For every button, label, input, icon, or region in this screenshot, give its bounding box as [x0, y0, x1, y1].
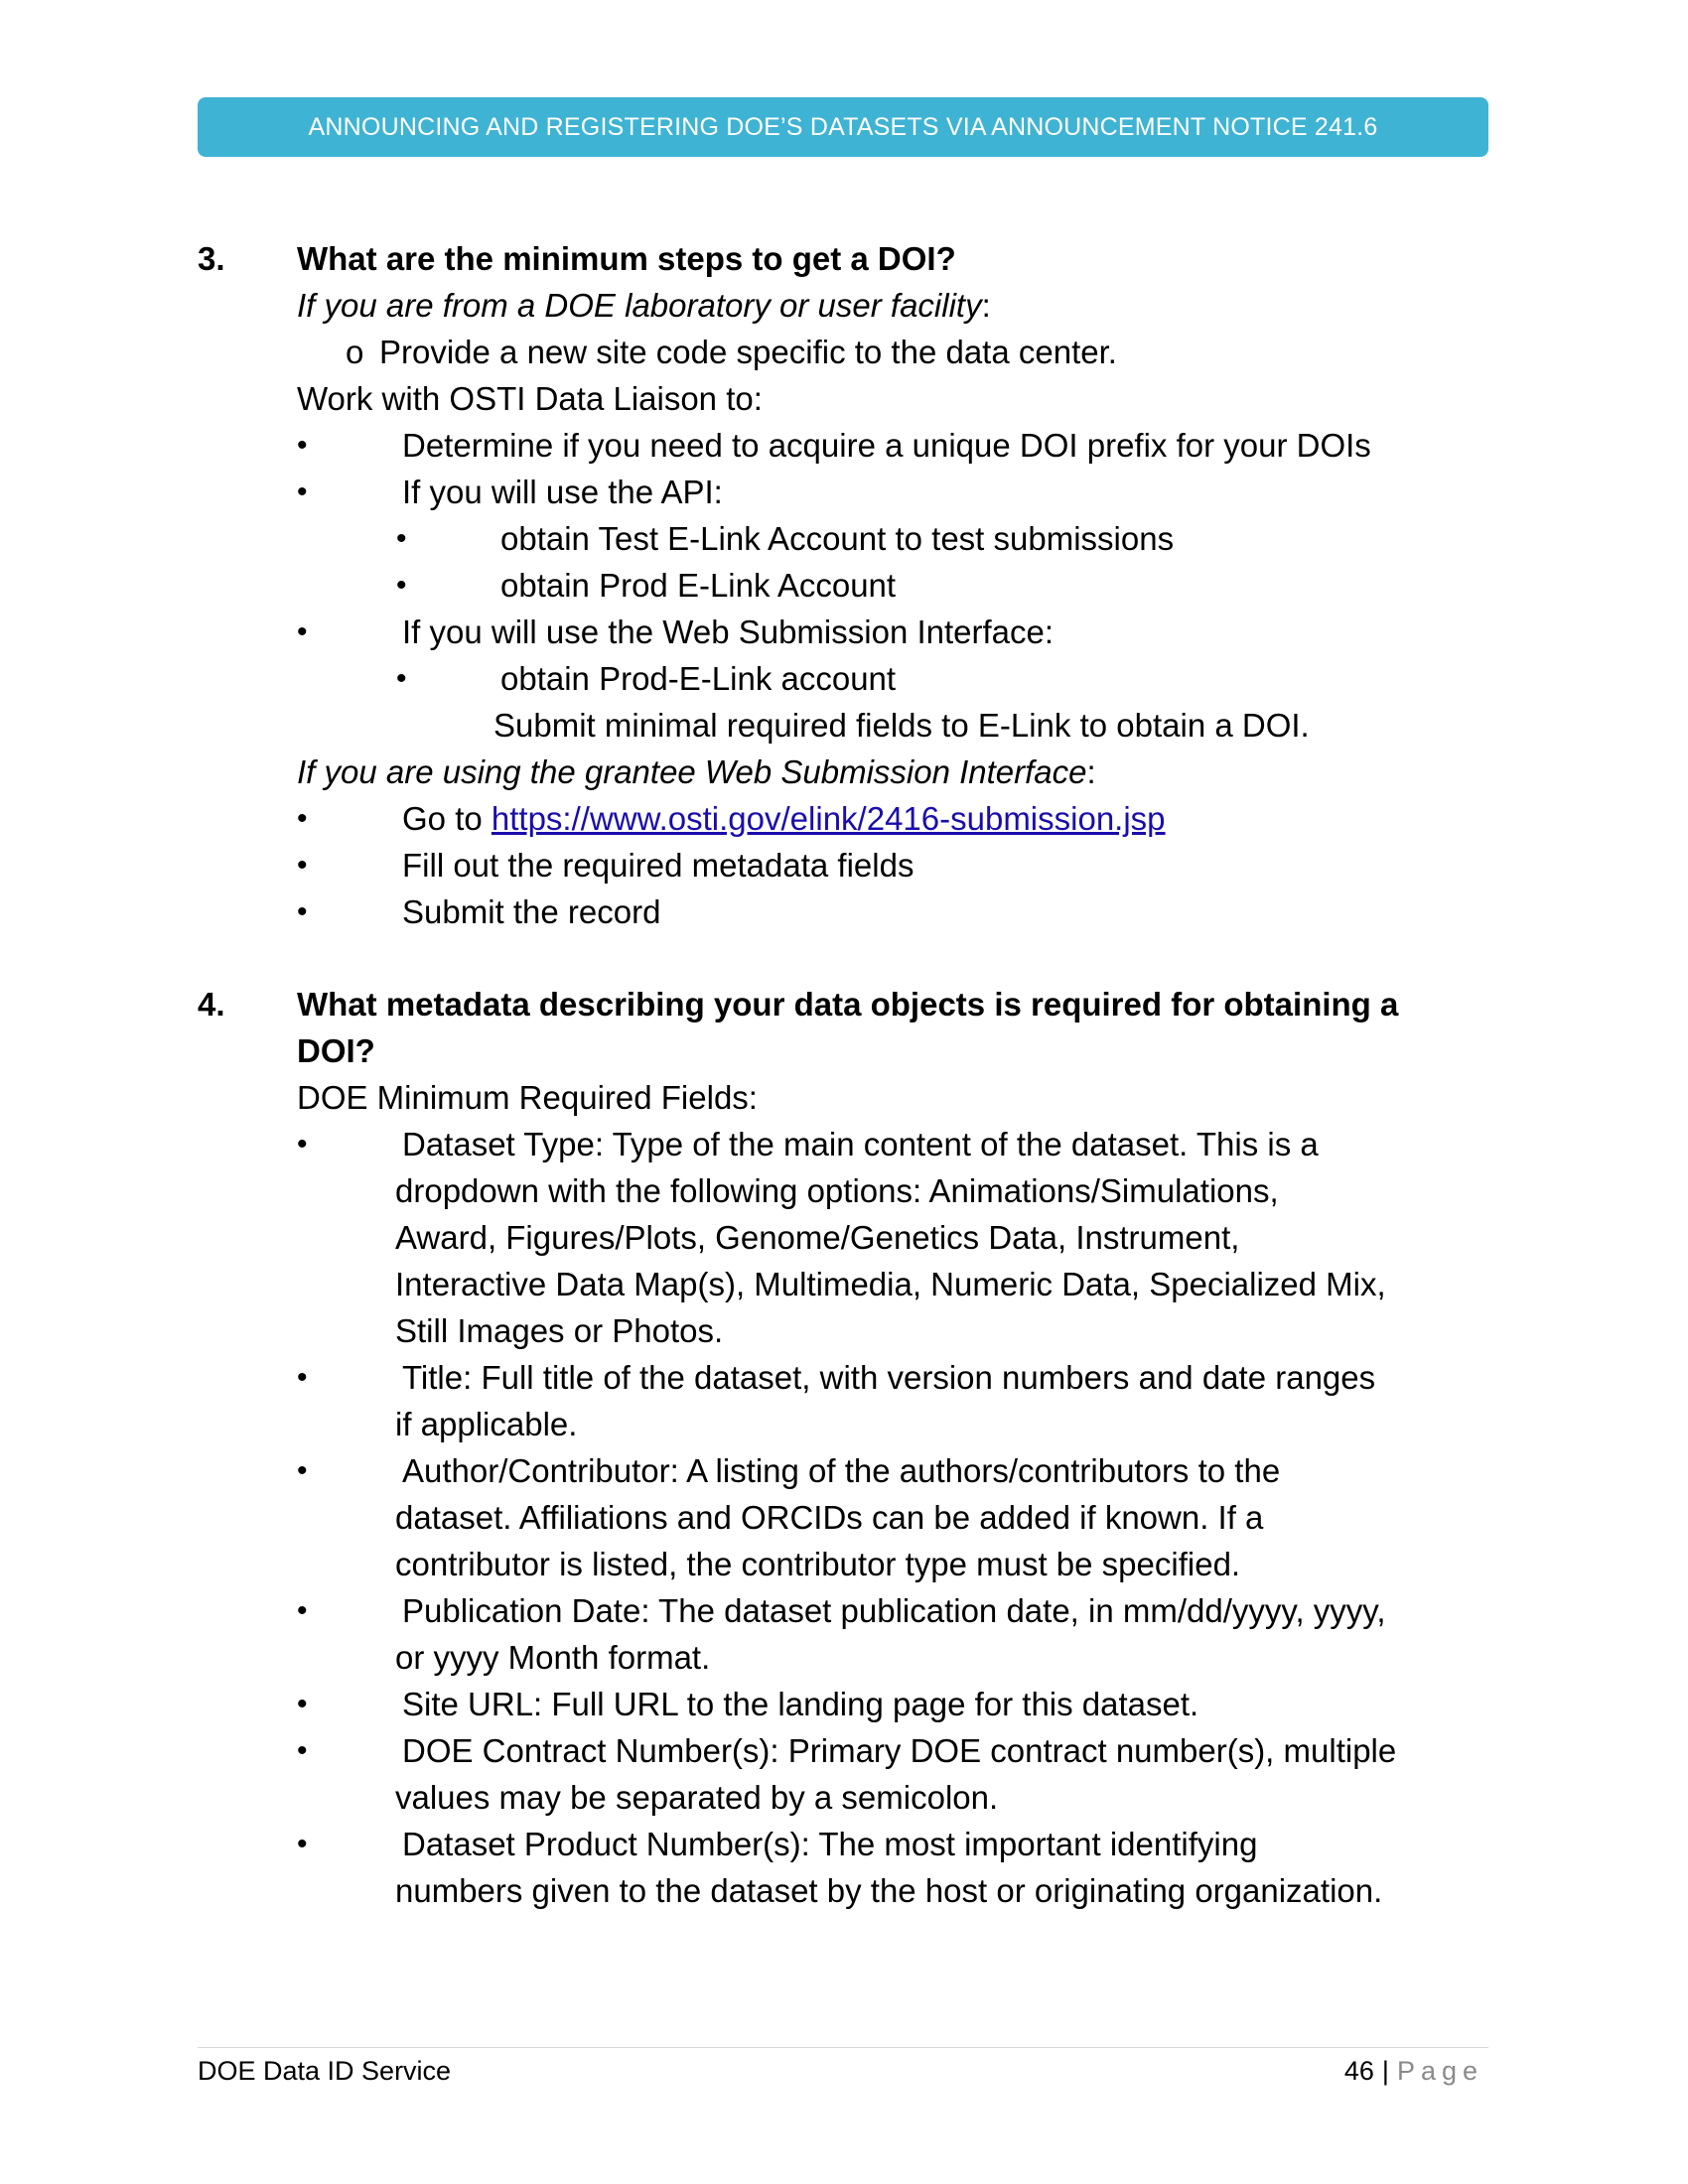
site-code-text: Provide a new site code specific to the data center. — [379, 334, 1117, 370]
list-item: Submit the record — [402, 893, 661, 930]
list-item: If you will use the API: — [402, 474, 723, 510]
field-title: if applicable. — [395, 1406, 578, 1442]
bullet-icon: • — [396, 522, 407, 555]
field-product-number: numbers given to the dataset by the host or originating organization. — [395, 1872, 1383, 1909]
bullet-icon: • — [297, 1828, 308, 1860]
field-publication-date: Publication Date: The dataset publication date, in mm/dd/yyyy, yyyy, — [402, 1592, 1386, 1629]
grantee-intro: If you are using the grantee Web Submission Interface — [297, 753, 1087, 790]
list-item: obtain Test E-Link Account to test submissions — [500, 520, 1175, 557]
field-publication-date: or yyyy Month format. — [395, 1639, 711, 1676]
goto-prefix: Go to — [402, 800, 492, 837]
page-number: 46 — [1343, 2056, 1374, 2086]
field-dataset-type: Still Images or Photos. — [395, 1312, 724, 1349]
field-dataset-type: Award, Figures/Plots, Genome/Genetics Data, Instrument, — [395, 1219, 1240, 1256]
section-4-number: 4. — [198, 986, 225, 1023]
section-4-question-line2: DOI? — [297, 1032, 375, 1069]
bullet-icon: • — [297, 1734, 308, 1767]
list-item: obtain Prod E-Link Account — [500, 567, 897, 604]
field-contract-number: values may be separated by a semicolon. — [395, 1779, 999, 1816]
grantee-intro-colon: : — [1086, 753, 1096, 790]
required-fields-intro: DOE Minimum Required Fields: — [297, 1079, 758, 1116]
page-separator: | — [1381, 2056, 1389, 2086]
field-product-number: Dataset Product Number(s): The most important identifying — [402, 1826, 1258, 1862]
bullet-icon: • — [396, 662, 407, 695]
footer-service-name: DOE Data ID Service — [198, 2056, 452, 2086]
field-author: dataset. Affiliations and ORCIDs can be added if known. If a — [395, 1499, 1264, 1536]
section-4-question-line1: What metadata describing your data objects is required for obtaining a — [297, 986, 1399, 1023]
bullet-icon: • — [297, 615, 308, 648]
field-author: contributor is listed, the contributor type must be specified. — [395, 1546, 1241, 1582]
bullet-icon: • — [297, 1128, 308, 1160]
field-contract-number: DOE Contract Number(s): Primary DOE contract number(s), multiple — [402, 1732, 1397, 1769]
field-author: Author/Contributor: A listing of the authors/contributors to the — [402, 1452, 1281, 1489]
bullet-icon: • — [297, 802, 308, 835]
list-item: obtain Prod-E-Link account — [500, 660, 897, 697]
footer-page-number — [1344, 2053, 1483, 2089]
list-item: Fill out the required metadata fields — [402, 847, 914, 884]
field-title: Title: Full title of the dataset, with version numbers and date ranges — [402, 1359, 1376, 1396]
bullet-icon: • — [297, 849, 308, 882]
section-3-number: 3. — [198, 240, 225, 277]
grantee-intro-line — [297, 752, 1096, 792]
bullet-icon: • — [297, 1594, 308, 1627]
header-title: ANNOUNCING AND REGISTERING DOE’S DATASETS VIA ANNOUNCEMENT NOTICE 241.6 — [308, 112, 1378, 141]
footer-divider — [198, 2047, 1488, 2048]
bullet-icon: • — [297, 1688, 308, 1720]
bullet-icon: • — [297, 895, 308, 928]
bullet-icon: • — [297, 476, 308, 508]
lab-intro-colon: : — [981, 287, 991, 324]
bullet-icon: • — [297, 429, 308, 462]
liaison-text: Work with OSTI Data Liaison to: — [297, 380, 763, 417]
field-dataset-type: Dataset Type: Type of the main content of the dataset. This is a — [402, 1126, 1319, 1162]
field-site-url: Site URL: Full URL to the landing page for this dataset. — [402, 1686, 1199, 1722]
bullet-icon: • — [297, 1454, 308, 1487]
list-item: Submit minimal required fields to E-Link to obtain a DOI. — [493, 707, 1310, 744]
section-3-question: What are the minimum steps to get a DOI? — [297, 240, 956, 277]
field-dataset-type: Interactive Data Map(s), Multimedia, Numeric Data, Specialized Mix, — [395, 1266, 1386, 1302]
submission-link[interactable]: https://www.osti.gov/elink/2416-submission.jsp — [491, 800, 1166, 837]
list-item: If you will use the Web Submission Interface: — [402, 614, 1055, 650]
sub-marker: o — [346, 334, 364, 370]
list-item: Determine if you need to acquire a unique DOI prefix for your DOIs — [402, 427, 1371, 464]
page-label: Page — [1396, 2056, 1483, 2086]
field-dataset-type: dropdown with the following options: Animations/Simulations, — [395, 1172, 1279, 1209]
bullet-icon: • — [396, 569, 407, 602]
lab-intro-line — [297, 286, 991, 326]
lab-intro: If you are from a DOE laboratory or user facility — [297, 287, 982, 324]
bullet-icon: • — [297, 1361, 308, 1394]
goto-line — [402, 799, 1166, 839]
